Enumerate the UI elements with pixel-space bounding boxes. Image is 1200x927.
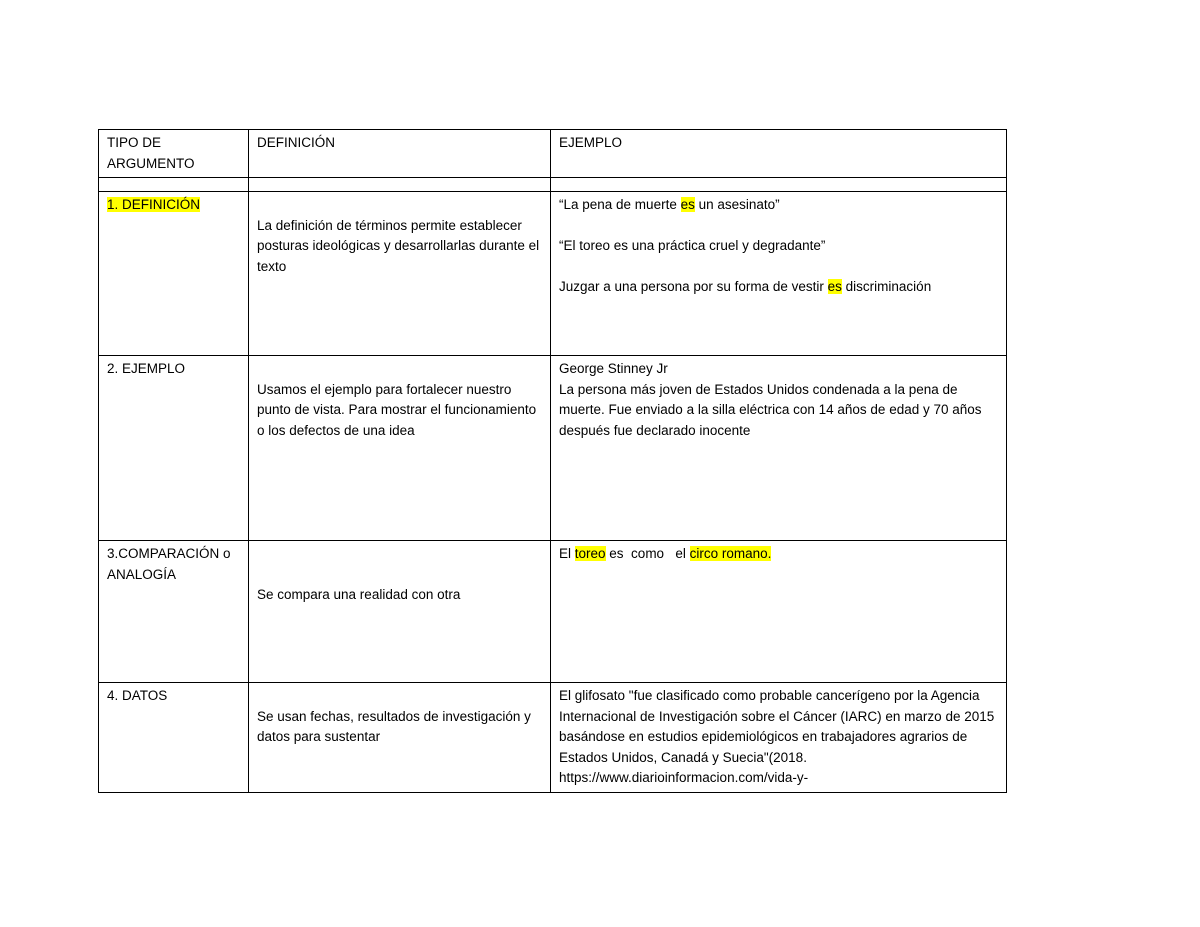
definicion-cell xyxy=(249,192,551,356)
blank-cell xyxy=(99,178,249,192)
highlight-es: es xyxy=(680,197,695,212)
definicion-text: Usamos el ejemplo para fortalecer nuestro punto de vista. Para mostrar el funcionamiento o los defectos de una idea xyxy=(257,381,537,438)
header-row xyxy=(99,130,1007,178)
definicion-cell xyxy=(249,683,551,793)
example-name: George Stinney Jr xyxy=(559,361,668,376)
tipo-cell xyxy=(99,192,249,356)
highlight-toreo: toreo xyxy=(574,546,606,561)
tipo-label-comparacion-line1: 3.COMPARACIÓN o xyxy=(107,546,231,561)
highlight-circo-romano: circo romano. xyxy=(689,546,772,561)
example-line-2: “El toreo es una práctica cruel y degradante” xyxy=(559,238,826,253)
tipo-cell xyxy=(99,541,249,683)
table-row-definicion xyxy=(99,192,1007,356)
definicion-cell xyxy=(249,541,551,683)
example-text: El glifosato "fue clasificado como probable cancerígeno por la Agencia Internacional de Investigación sobre el Cáncer (IARC) en marzo de 2015 basándose en estudios epidemiológicos en trabajadores agrarios de Estados Unidos, Canadá y Suecia"(2018. https://www.diarioinformacion.com/vida-y- xyxy=(559,688,995,785)
header-definicion: DEFINICIÓN xyxy=(249,130,551,178)
ejemplo-cell xyxy=(551,541,1007,683)
tipo-label-comparacion-line2: ANALOGÍA xyxy=(107,566,177,582)
example-line-3: Juzgar a una persona por su forma de vestir es discriminación xyxy=(559,279,932,294)
blank-cell xyxy=(551,178,1007,192)
tipo-cell xyxy=(99,683,249,793)
tipo-label-definicion: 1. DEFINICIÓN xyxy=(107,197,201,212)
blank-cell xyxy=(249,178,551,192)
tipo-label-ejemplo: 2. EJEMPLO xyxy=(107,361,186,376)
tipo-cell xyxy=(99,356,249,541)
ejemplo-cell xyxy=(551,192,1007,356)
example-line: El toreo es como el circo romano. xyxy=(559,546,772,561)
table-row-datos xyxy=(99,683,1007,793)
ejemplo-cell xyxy=(551,683,1007,793)
header-tipo-line1: TIPO DE xyxy=(107,135,162,150)
blank-row xyxy=(99,178,1007,192)
example-body: La persona más joven de Estados Unidos condenada a la pena de muerte. Fue enviado a la silla eléctrica con 14 años de edad y 70 años después fue declarado inocente xyxy=(559,381,982,438)
header-tipo-line2: ARGUMENTO xyxy=(107,155,195,171)
arguments-table xyxy=(98,129,1007,793)
definicion-text: Se usan fechas, resultados de investigación y datos para sustentar xyxy=(257,708,531,744)
header-ejemplo: EJEMPLO xyxy=(551,130,1007,178)
definicion-text: Se compara una realidad con otra xyxy=(257,587,461,602)
definicion-text: La definición de términos permite establecer posturas ideológicas y desarrollarlas durante el texto xyxy=(257,217,540,274)
ejemplo-cell xyxy=(551,356,1007,541)
table-row-comparacion xyxy=(99,541,1007,683)
tipo-label-datos: 4. DATOS xyxy=(107,688,168,703)
header-tipo xyxy=(99,130,249,178)
highlight-es: es xyxy=(827,279,842,294)
example-line-1: “La pena de muerte es un asesinato” xyxy=(559,197,780,212)
definicion-cell xyxy=(249,356,551,541)
table-row-ejemplo xyxy=(99,356,1007,541)
